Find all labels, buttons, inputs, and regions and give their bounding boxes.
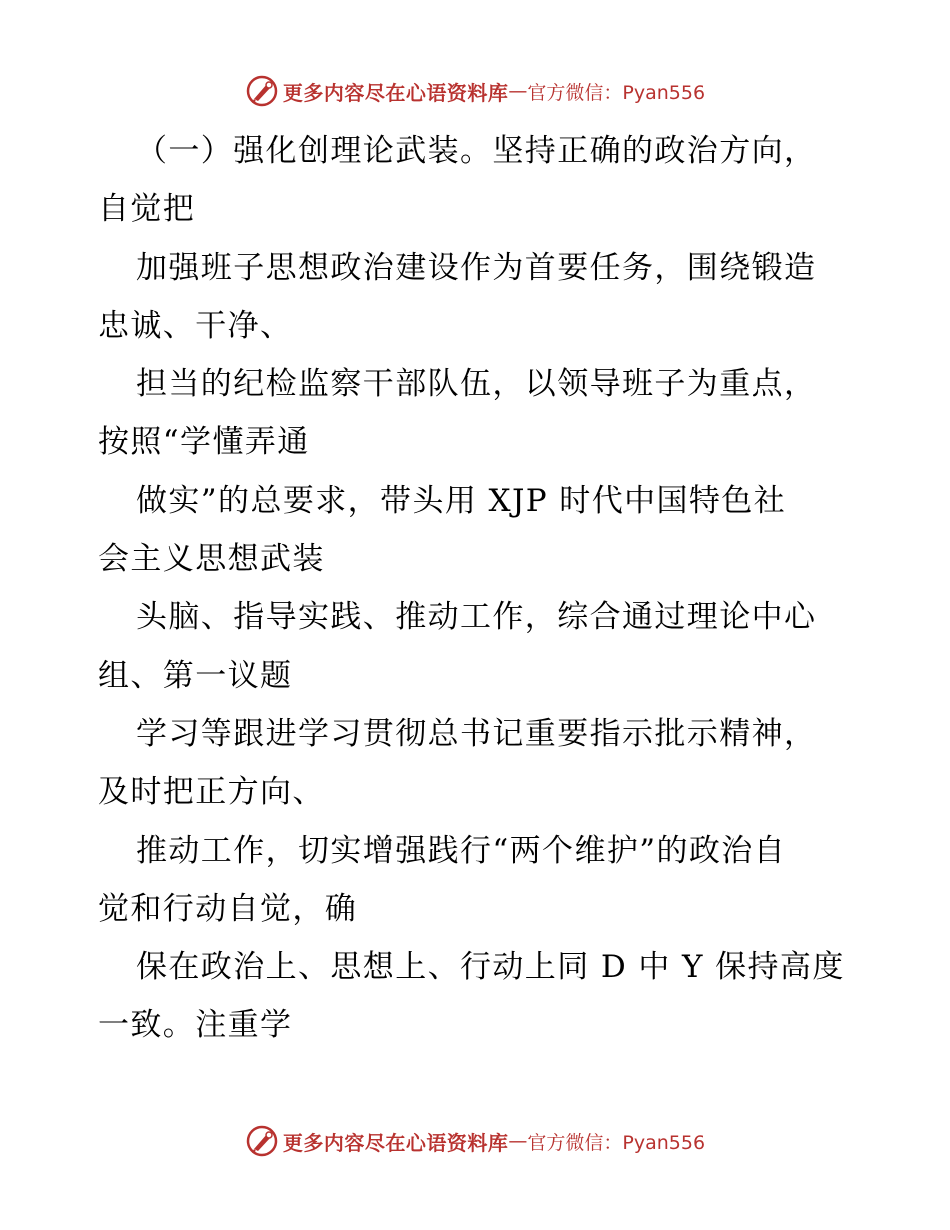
- watermark-separator: —: [508, 80, 528, 102]
- watermark-separator: —: [508, 1130, 528, 1152]
- pen-logo-icon: [245, 74, 279, 108]
- body-line: 头脑、指导实践、推动工作，综合通过理论中心: [136, 599, 817, 636]
- watermark-contact: 官方微信：Pyan556: [527, 1131, 706, 1154]
- body-line: 组、第一议题: [98, 657, 293, 694]
- body-line: 自觉把: [98, 191, 196, 228]
- body-line: 保在政治上、思想上、行动上同 D 中 Y 保持高度: [136, 949, 845, 986]
- watermark-contact: 官方微信：Pyan556: [527, 81, 706, 104]
- body-line: 按照“学懂弄通: [98, 424, 310, 461]
- body-line: 忠诚、干净、: [98, 307, 293, 344]
- watermark-text: 更多内容尽在心语资料库: [282, 1130, 509, 1155]
- document-body: [98, 122, 858, 1055]
- header-watermark: [0, 71, 950, 111]
- body-line: 一致。注重学: [98, 1007, 293, 1044]
- body-line: 会主义思想武装: [98, 541, 325, 578]
- body-line: 觉和行动自觉，确: [98, 890, 358, 927]
- body-line: 及时把正方向、: [98, 774, 325, 811]
- body-line: （一）强化创理论武装。坚持正确的政治方向，: [136, 133, 817, 169]
- body-line: 学习等跟进学习贯彻总书记重要指示批示精神，: [136, 715, 817, 752]
- footer-watermark: [0, 1121, 950, 1161]
- watermark-text: 更多内容尽在心语资料库: [282, 80, 509, 105]
- pen-logo-icon: [245, 1124, 279, 1158]
- body-line: 做实”的总要求，带头用 XJP 时代中国特色社: [136, 482, 787, 519]
- body-line: 推动工作，切实增强践行“两个维护”的政治自: [136, 832, 787, 869]
- body-line: 担当的纪检监察干部队伍，以领导班子为重点，: [136, 366, 817, 403]
- body-line: 加强班子思想政治建设作为首要任务，围绕锻造: [136, 249, 817, 286]
